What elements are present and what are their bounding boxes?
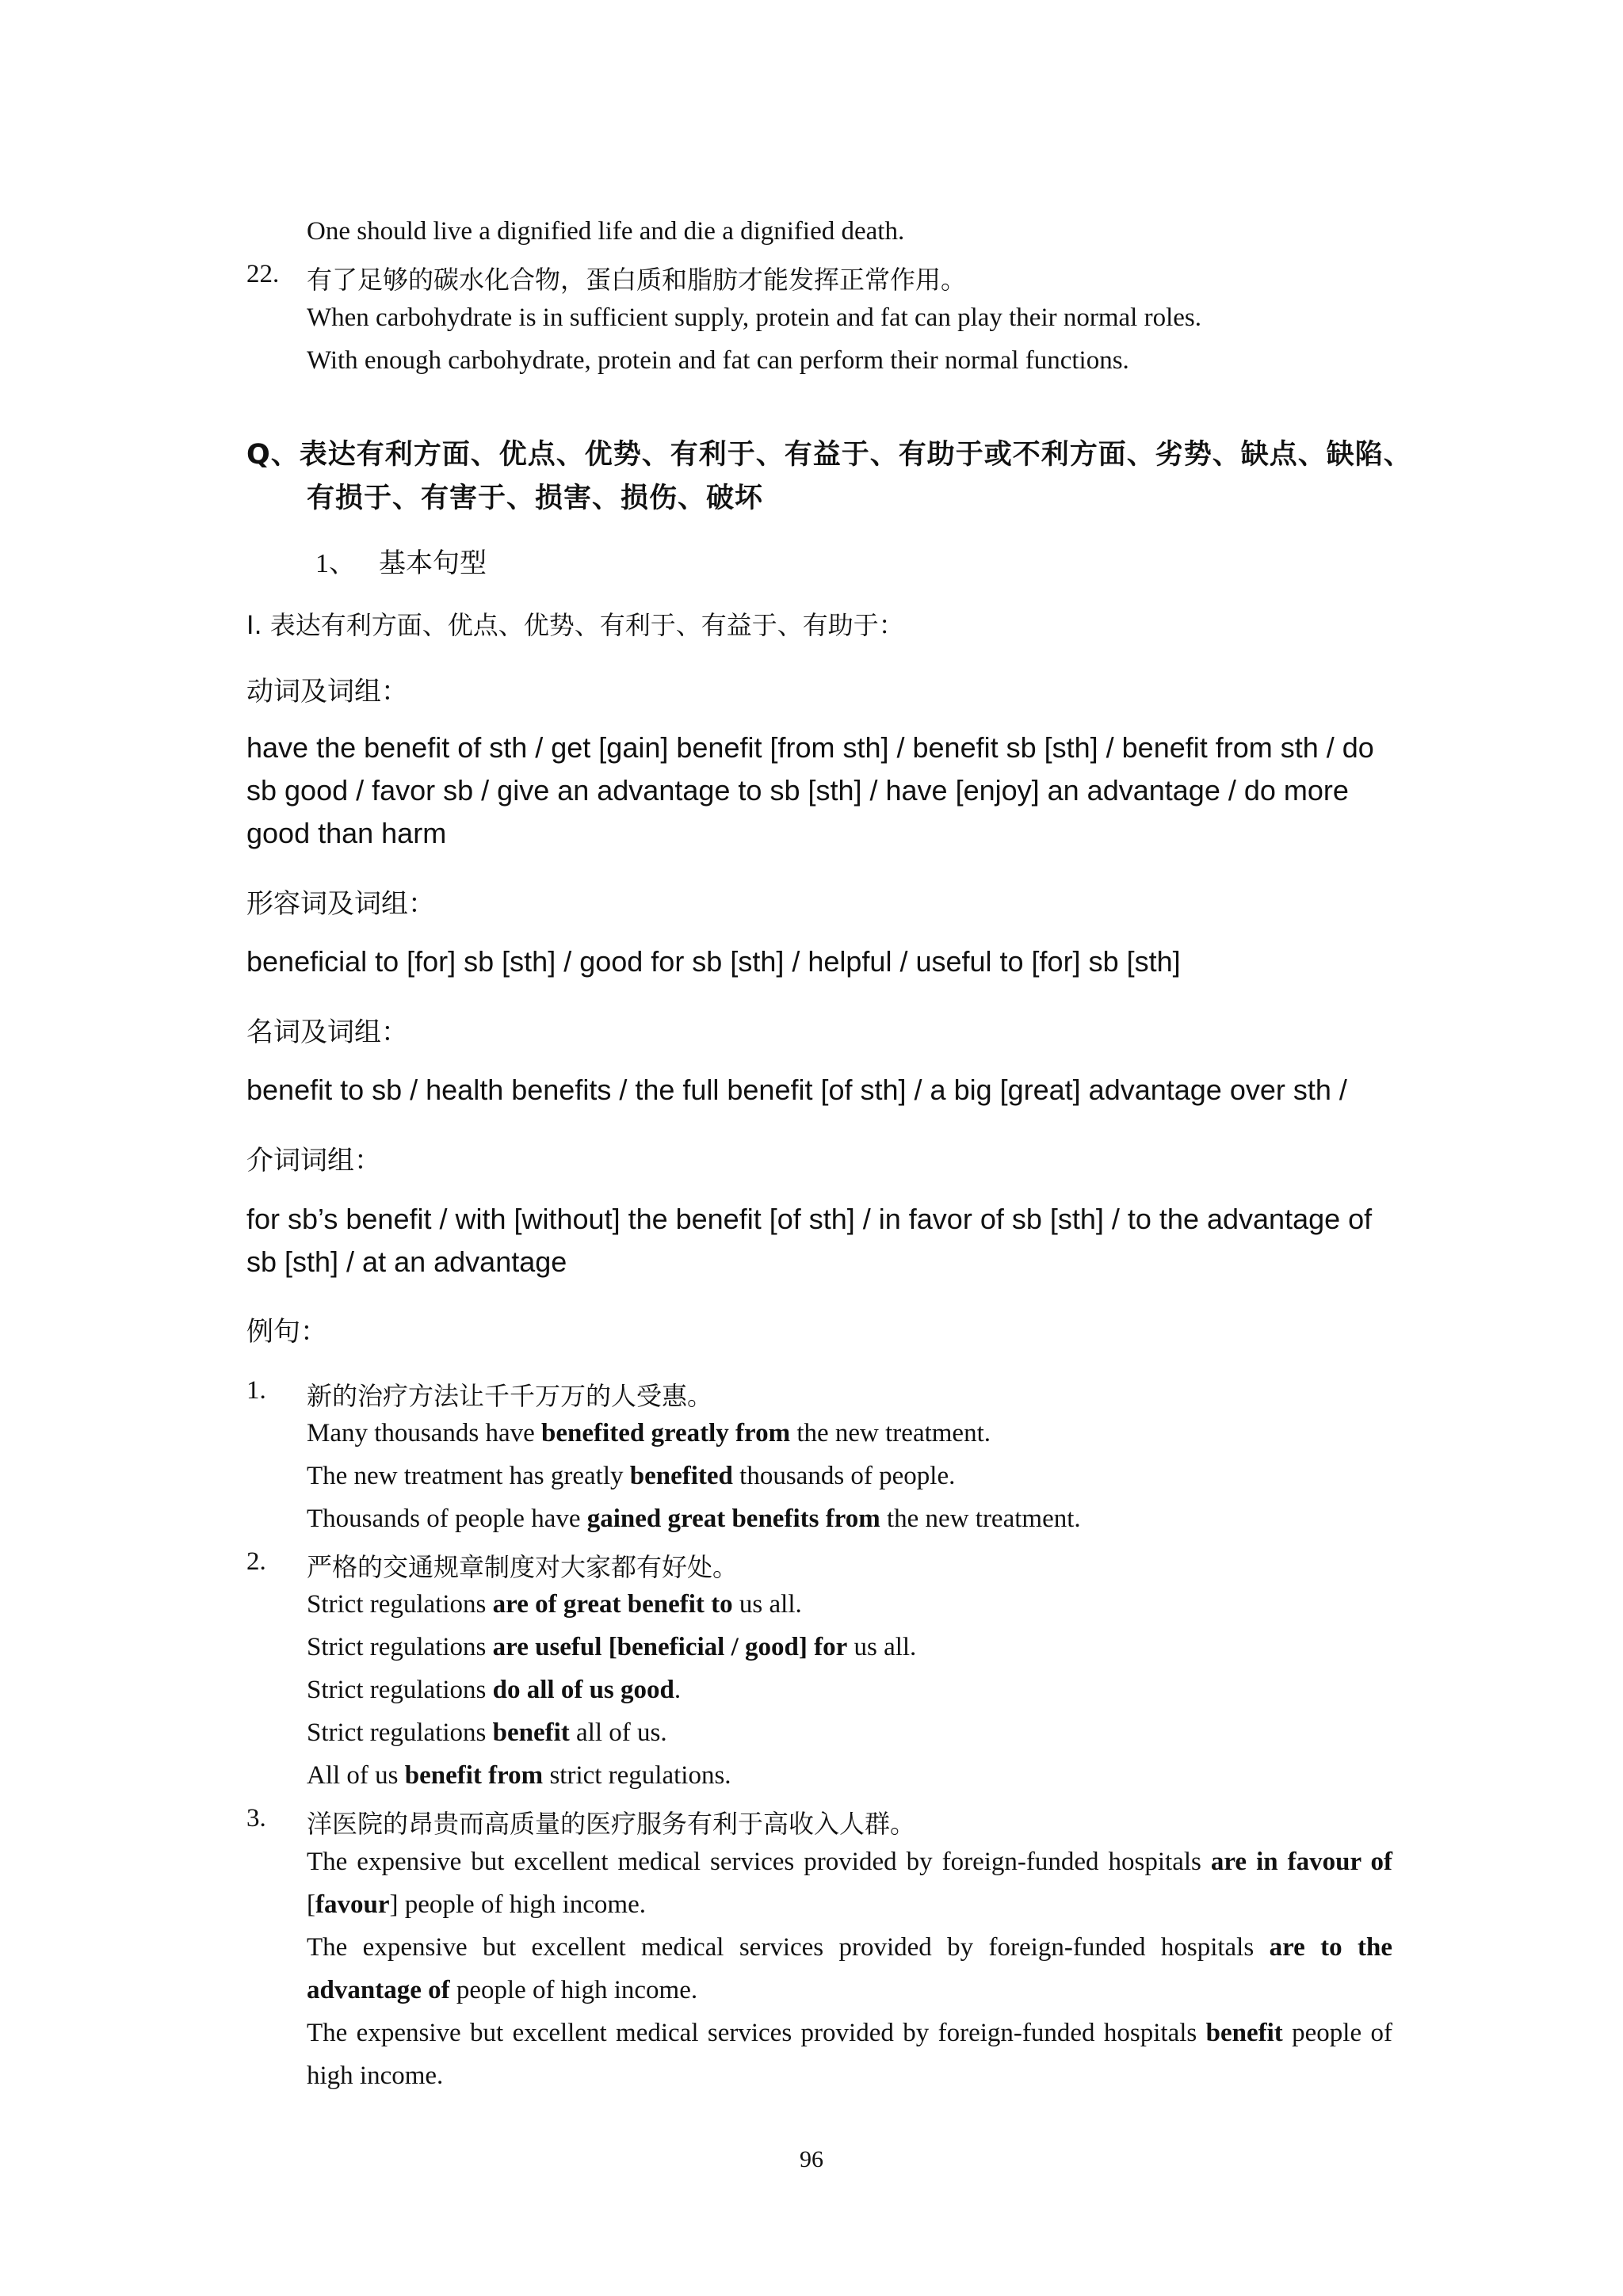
example-label: 例句： (246, 1316, 327, 1348)
example-english-block: The expensive but excellent medical services provided by foreign-funded hospitals are in favour of [favour] people of high income. (307, 1848, 1392, 1919)
example-english: Strict regulations are useful [beneficial / good] for us all. (307, 1633, 917, 1661)
part-heading: I. 表达有利方面、优点、优势、有利于、有益于、有助于： (246, 610, 904, 640)
example-number: 3. (246, 1804, 266, 1833)
prep-group-text: for sb’s benefit / with [without] the benefit [of sth] / in favor of sb [sth] / to the advantage of sb [sth] / at an advantage (246, 1203, 1373, 1278)
prep-group-label: 介词词组： (246, 1145, 381, 1177)
adj-group-label: 形容词及词组： (246, 888, 435, 920)
page-number: 96 (800, 2146, 823, 2172)
example-number: 1. (246, 1376, 266, 1405)
example-english: Strict regulations are of great benefit to us all. (307, 1590, 802, 1619)
example-chinese: 严格的交通规章制度对大家都有好处。 (307, 1552, 739, 1582)
item-english: With enough carbohydrate, protein and fat can perform their normal functions. (307, 346, 1129, 375)
example-english: Many thousands have benefited greatly from the new treatment. (307, 1419, 991, 1447)
section-heading: Q、表达有利方面、优点、优势、有利于、有益于、有助于或不利方面、劣势、缺点、缺陷、 (246, 439, 1412, 471)
item-chinese: 有了足够的碳水化合物，蛋白质和脂肪才能发挥正常作用。 (307, 265, 967, 295)
example-number: 2. (246, 1547, 266, 1576)
example-chinese: 洋医院的昂贵而高质量的医疗服务有利于高收入人群。 (307, 1809, 916, 1839)
example-english-block: The expensive but excellent medical services provided by foreign-funded hospitals benefit people of high income. (307, 2019, 1392, 2090)
example-english: Strict regulations benefit all of us. (307, 1718, 667, 1747)
item-english: When carbohydrate is in sufficient supply, protein and fat can play their normal roles. (307, 303, 1201, 332)
continued-sentence: One should live a dignified life and die a dignified death. (307, 217, 905, 246)
subsection-number: 1、 (315, 549, 356, 578)
verb-group-label: 动词及词组： (246, 676, 408, 707)
item-number: 22. (246, 260, 280, 288)
adj-group-text: beneficial to [for] sb [sth] / good for sb [sth] / helpful / useful to [for] sb [sth] (246, 945, 1181, 978)
section-heading-cont: 有损于、有害于、损害、损伤、破坏 (307, 482, 764, 514)
subsection-title: 基本句型 (379, 547, 487, 579)
example-english: Strict regulations do all of us good. (307, 1676, 682, 1704)
example-chinese: 新的治疗方法让千千万万的人受惠。 (307, 1381, 713, 1411)
example-english: All of us benefit from strict regulations. (307, 1761, 731, 1790)
noun-group-label: 名词及词组： (246, 1016, 408, 1048)
example-english-block: The expensive but excellent medical services provided by foreign-funded hospitals are to the advantage of people of high income. (307, 1933, 1392, 2004)
example-english: Thousands of people have gained great benefits from the new treatment. (307, 1505, 1081, 1533)
example-english: The new treatment has greatly benefited thousands of people. (307, 1462, 956, 1490)
noun-group-text: benefit to sb / health benefits / the full benefit [of sth] / a big [great] advantage over sth / (246, 1074, 1347, 1106)
verb-group-text: have the benefit of sth / get [gain] benefit [from sth] / benefit sb [sth] / benefit from sth / do sb good / favor sb / give an advantage to sb [sth] / have [enjoy] an advantage / do more good than harm (246, 731, 1374, 849)
